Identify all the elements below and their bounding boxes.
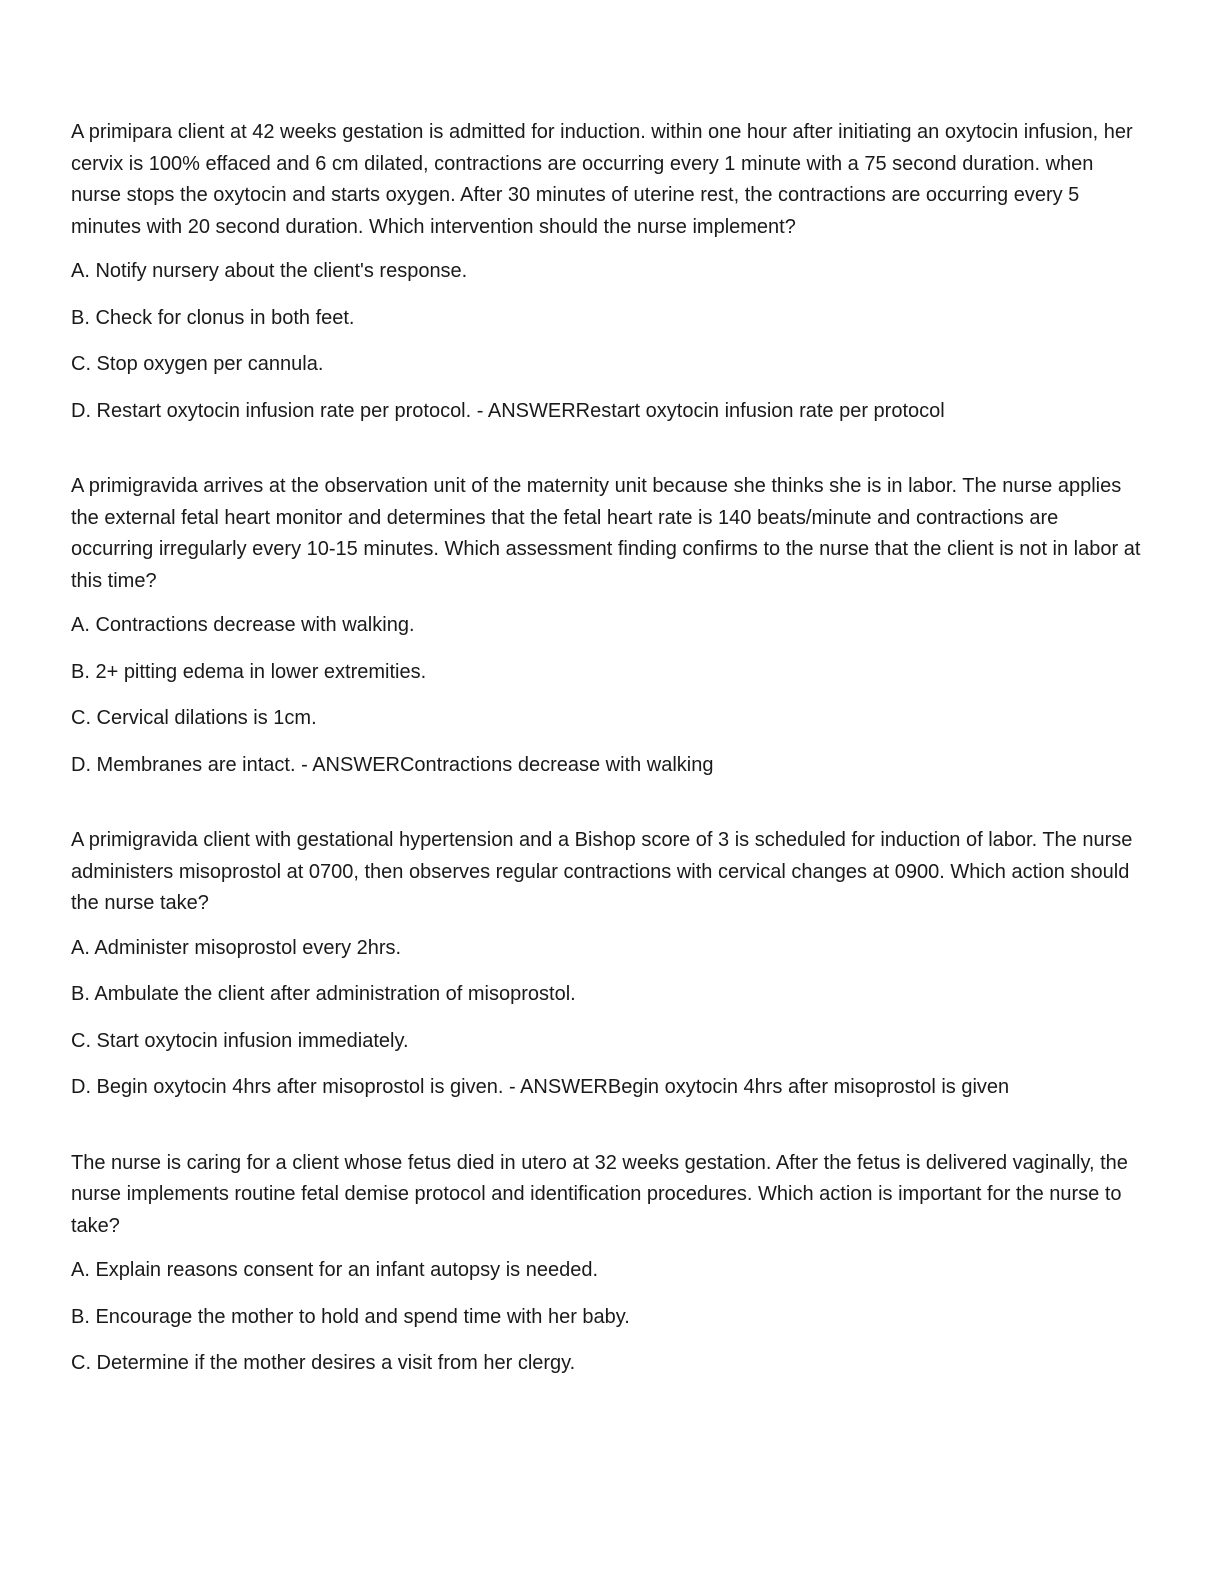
question-stem: A primigravida client with gestational hypertension and a Bishop score of 3 is scheduled for induction of labor. The nurse administers misoprostol at 0700, then observes regular contractions with cervical changes at 0900. Which action should the nurse take? xyxy=(71,829,1133,914)
question-1 xyxy=(71,117,1146,427)
answer-option-a: A. Administer misoprostol every 2hrs. xyxy=(71,936,402,959)
question-2 xyxy=(71,471,1146,781)
answer-option-a: A. Notify nursery about the client's response. xyxy=(71,260,468,282)
question-stem: The nurse is caring for a client whose fetus died in utero at 32 weeks gestation. After the fetus is delivered vaginally, the nurse implements routine fetal demise protocol and identification procedures. Which action is important for the nurse to take? xyxy=(71,1151,1128,1237)
answer-option-c: C. Stop oxygen per cannula. xyxy=(71,353,324,375)
question-3 xyxy=(71,825,1146,1104)
question-4 xyxy=(71,1148,1146,1380)
answer-option-a: A. Explain reasons consent for an infant autopsy is needed. xyxy=(71,1259,599,1281)
question-stem: A primipara client at 42 weeks gestation is admitted for induction. within one hour after initiating an oxytocin infusion, her cervix is 100% effaced and 6 cm dilated, contractions are occurring every 1 minute with a 75 second duration. when nurse stops the oxytocin and starts oxygen. After 30 minutes of uterine rest, the contractions are occurring every 5 minutes with 20 second duration. Which intervention should the nurse implement? xyxy=(71,121,1133,238)
answer-option-b: B. Encourage the mother to hold and spend time with her baby. xyxy=(71,1305,630,1328)
answer-option-a: A. Contractions decrease with walking. xyxy=(71,614,415,636)
answer-option-c: C. Start oxytocin infusion immediately. xyxy=(71,1029,409,1052)
answer-option-d: D. Begin oxytocin 4hrs after misoprostol is given. - ANSWERBegin oxytocin 4hrs after misoprostol is given xyxy=(71,1076,1010,1098)
document-page xyxy=(71,117,1146,1395)
answer-option-b: B. Check for clonus in both feet. xyxy=(71,306,355,329)
answer-option-d: D. Membranes are intact. - ANSWERContractions decrease with walking xyxy=(71,753,714,776)
question-stem: A primigravida arrives at the observation unit of the maternity unit because she thinks she is in labor. The nurse applies the external fetal heart monitor and determines that the fetal heart rate is 140 beats/minute and contractions are occurring irregularly every 10-15 minutes. Which assessment finding confirms to the nurse that the client is not in labor at this time? xyxy=(71,475,1141,592)
answer-option-b: B. Ambulate the client after administration of misoprostol. xyxy=(71,983,576,1005)
answer-option-c: C. Determine if the mother desires a visit from her clergy. xyxy=(71,1352,576,1374)
answer-option-c: C. Cervical dilations is 1cm. xyxy=(71,707,317,729)
answer-option-b: B. 2+ pitting edema in lower extremities. xyxy=(71,660,427,683)
answer-option-d: D. Restart oxytocin infusion rate per protocol. - ANSWERRestart oxytocin infusion rate per protocol xyxy=(71,399,945,422)
